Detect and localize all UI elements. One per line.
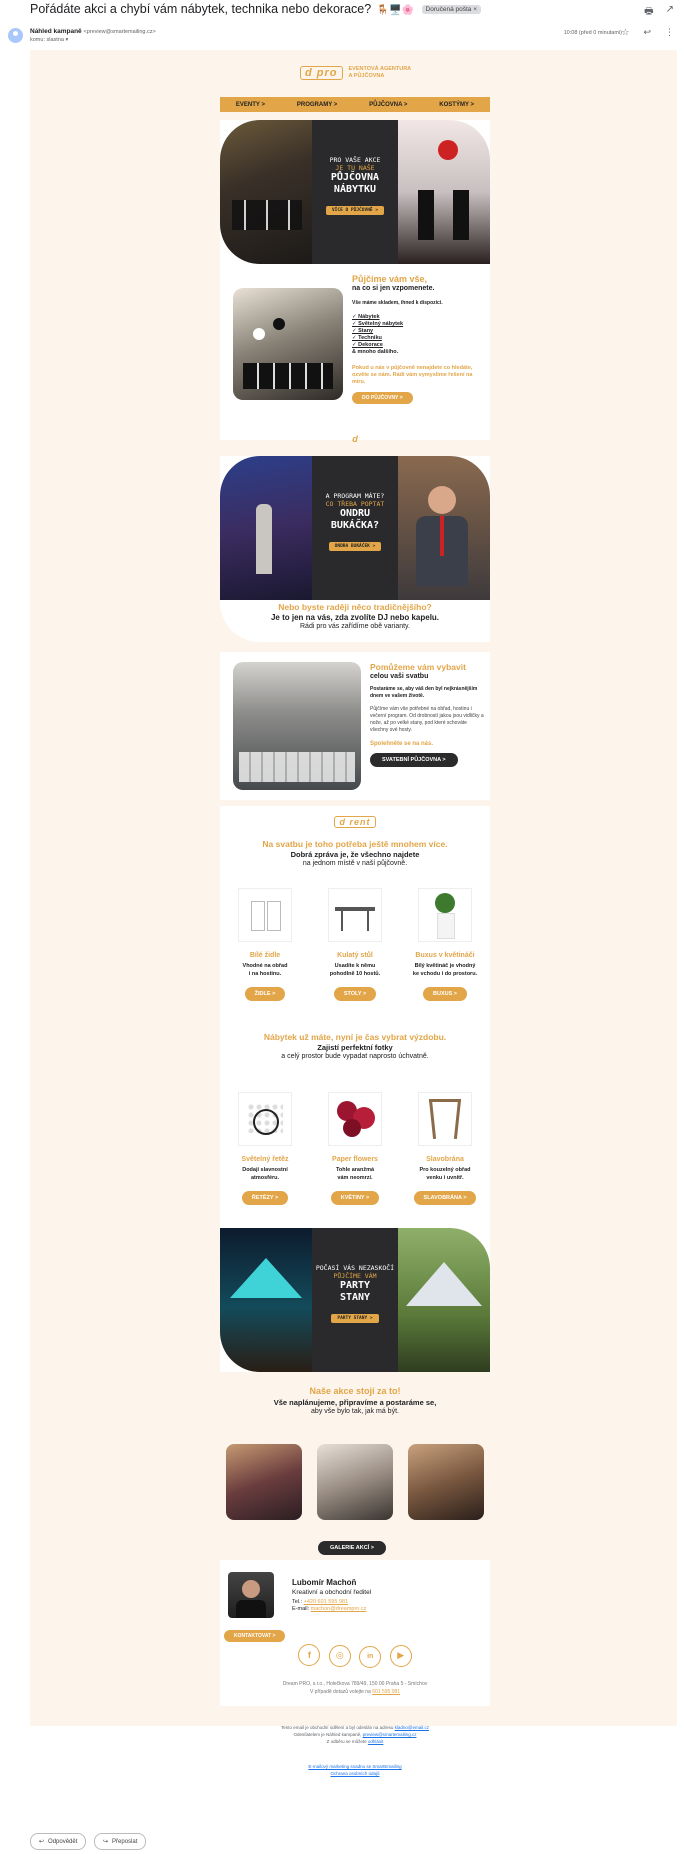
flowers-image[interactable] (328, 1092, 382, 1146)
youtube-icon[interactable]: ▶ (390, 1645, 412, 1667)
banner3-line-3: PARTY (339, 1280, 371, 1291)
banner3-line-4: STANY (339, 1292, 371, 1303)
wedding-cta: Spolehněte se na nás. (370, 741, 434, 747)
deco-lights (225, 1092, 305, 1205)
lend-subheading: na co si jen vzpomenete. (352, 285, 435, 292)
rent-heading: Na svatbu je toho potřeba ještě mnohem více. (262, 839, 448, 849)
banner-photo-right (398, 120, 490, 264)
logo-tagline-1: EVENTOVÁ AGENTURA (348, 66, 412, 72)
footer-address-link[interactable]: kladno@email.cz (394, 1725, 429, 1730)
lend-photo (233, 288, 343, 400)
product-desc: atmosféru. (250, 1175, 280, 1181)
reply-label: Odpovědět (48, 1838, 78, 1845)
wedding-bold-text: Postaráme se, aby váš den byl nejkrásnějším dnem ve vašem životě. (370, 686, 478, 699)
rent-line-3: na jednom místě v naší půjčovně. (302, 860, 408, 867)
footer-sender-link[interactable]: preview@smartemailing.cz (362, 1732, 417, 1737)
forward-arrow-icon: ↪ (103, 1839, 109, 1845)
product-desc: Usadíte k němu (334, 963, 376, 969)
deco-flowers (315, 1092, 395, 1205)
banner-text-panel (312, 120, 398, 264)
nav-programy[interactable]: PROGRAMY > (296, 101, 338, 108)
privacy-link[interactable]: Ochrana osobních údajů (330, 1771, 380, 1776)
logo-tagline-2: A PŮJČOVNA (348, 73, 385, 79)
lights-image[interactable] (238, 1092, 292, 1146)
deco-arch (405, 1092, 485, 1205)
print-icon[interactable]: 🖶 (644, 6, 654, 17)
traditional-line-2: Je to jen na vás, zda zvolíte DJ nebo kapelu. (270, 613, 440, 622)
banner3-photo-right (398, 1228, 490, 1372)
instagram-icon[interactable]: ◎ (329, 1645, 351, 1667)
wedding-subheading: celou vaši svatbu (370, 673, 429, 680)
sender-name (30, 28, 156, 35)
reply-button[interactable] (30, 1833, 86, 1850)
sender-display-name: Náhled kampaně (30, 28, 82, 35)
logo-mark: d pro (300, 66, 343, 80)
banner2-line-3: ONDRU (339, 508, 371, 519)
lend-stock-note: Vše máme skladem, ihned k dispozici. (352, 300, 443, 306)
wedding-button[interactable]: SVATEBNÍ PŮJČOVNA > (370, 753, 458, 767)
footer-line-3: Z odběru se můžete (326, 1739, 367, 1744)
banner-photo-left (220, 120, 312, 264)
lights-button[interactable]: ŘETĚZY > (242, 1191, 288, 1205)
table-image[interactable] (328, 888, 382, 942)
flowers-button[interactable]: KVĚTINY > (331, 1191, 379, 1205)
contact-photo (228, 1572, 274, 1618)
facebook-icon[interactable]: f (298, 1644, 320, 1666)
product-desc: Tohle aranžmá (335, 1167, 375, 1173)
deco-heading: Nábytek už máte, nyní je čas vybrat výzdobu. (263, 1032, 447, 1042)
lend-note: Pokud u nás v půjčovně nenajdete co hledáte, ozvěte se nám. Rádi vám vymyslíme řešení na míru. (352, 365, 473, 385)
star-icon[interactable]: ☆ (621, 27, 630, 37)
reply-arrow-icon: ↩ (39, 1839, 45, 1845)
product-table (315, 888, 395, 1001)
unsubscribe-link[interactable]: odhlásit (367, 1739, 384, 1744)
product-desc: venku i uvnitř. (426, 1175, 464, 1181)
traditional-section (220, 600, 490, 642)
deco-line-2: Zajistí perfektní fotky (317, 1043, 393, 1052)
wedding-heading: Pomůžeme vám vybavit (370, 662, 466, 672)
company-phone-label: V případě dotazů volejte na (309, 1689, 371, 1695)
subject-bar (0, 0, 684, 22)
arch-image[interactable] (418, 1092, 472, 1146)
lend-item-techniku[interactable]: ✓ Techniku (352, 335, 382, 341)
product-name: Buxus v květináči (415, 952, 475, 959)
lend-item-stany[interactable]: ✓ Stany (352, 328, 374, 334)
contact-tel-label: Tel.: (292, 1599, 303, 1605)
footer-line-2: Odesílatelem je Náhled kampaně, (293, 1732, 362, 1737)
avatar[interactable] (8, 28, 23, 43)
social-row (220, 1644, 490, 1668)
lend-section (220, 264, 490, 440)
contact-email-label: E-mail: (292, 1606, 310, 1612)
banner2-line-1: A PROGRAM MÁTE? (325, 492, 385, 500)
email-footer (200, 1724, 510, 1777)
banner2-line-4: BUKÁČKA? (330, 520, 380, 531)
contact-email-link[interactable]: machon@dreampro.cz (310, 1606, 367, 1612)
banner-line-3: PŮJČOVNA (330, 172, 380, 183)
footer-line-1: Tento email je obchodní sdělení a byl odeslán na adresu (281, 1725, 394, 1730)
subject-text: Pořádáte akci a chybí vám nábytek, technika nebo dekorace? (30, 2, 372, 16)
rent-section (220, 806, 490, 1228)
banner3-text-panel (312, 1228, 398, 1372)
smartemailing-link[interactable]: E-mailový marketing snadno se SmartEmailing (308, 1764, 402, 1769)
banner2-photo-left (220, 456, 312, 600)
email-nav (220, 97, 490, 112)
sender-row (0, 24, 684, 48)
buxus-image[interactable] (418, 888, 472, 942)
gallery-photo-2[interactable] (317, 1444, 393, 1520)
recipient-toggle[interactable]: komu: slastna ▾ (30, 37, 69, 43)
product-name: Slavobrána (426, 1156, 464, 1163)
chairs-button[interactable]: ŽIDLE > (245, 987, 286, 1001)
forward-label: Přeposlat (112, 1838, 138, 1845)
banner3-line-2: PŮJČÍME VÁM (333, 1272, 377, 1280)
forward-button[interactable] (94, 1833, 146, 1850)
product-desc: pohodlně 10 hostů. (329, 971, 381, 977)
product-name: Paper flowers (332, 1156, 378, 1163)
banner-line-1: PRO VAŠE AKCE (329, 156, 381, 164)
wedding-section (220, 652, 490, 800)
banner-line-4: NÁBYTKU (333, 184, 377, 195)
banner2-line-2: CO TŘEBA POPTAT (325, 500, 385, 508)
lend-item-dekorace[interactable]: ✓ Dekorace (352, 342, 383, 348)
banner-line-2: JE TU NAŠE (335, 164, 375, 172)
product-desc: vám neomrzí. (337, 1175, 373, 1181)
banner2-button[interactable]: ONDRA BUKÁČEK > (329, 542, 382, 551)
banner-furniture[interactable] (220, 120, 490, 264)
lend-item-more: & mnoho dalšího. (352, 349, 399, 355)
product-desc: i na hostinu. (248, 971, 282, 977)
contact-name: Lubomír Machoň (292, 1578, 357, 1587)
gallery-button[interactable]: GALERIE AKCÍ > (318, 1541, 386, 1555)
banner3-button[interactable]: PARTY STANY > (331, 1314, 378, 1323)
events-section (220, 1386, 490, 1415)
deco-line-3: a celý prostor bude vypadat naprosto úchvatně. (281, 1053, 429, 1060)
product-buxus (405, 888, 485, 1001)
rent-logo[interactable]: d rent (334, 816, 375, 828)
product-desc: Vhodné na obřad (242, 963, 288, 969)
product-desc: Pro kouzelný obřad (419, 1167, 471, 1173)
nav-kostymy[interactable]: KOSTÝMY > (439, 101, 475, 108)
traditional-line-3: Rádi pro vás zařídíme obě varianty. (300, 623, 410, 630)
gallery-photo-3[interactable] (408, 1444, 484, 1520)
banner3-line-1: POČASÍ VÁS NEZASKOČÍ (315, 1264, 395, 1272)
rent-line-2: Dobrá zpráva je, že všechno najdete (290, 850, 420, 859)
dpro-logo[interactable] (300, 66, 411, 80)
product-desc: Dodají slavnostní (242, 1167, 288, 1173)
lend-heading: Půjčíme vám vše, (352, 274, 428, 284)
events-heading: Naše akce stojí za to! (309, 1386, 401, 1396)
banner3-photo-left (220, 1228, 312, 1372)
lend-item-list (352, 314, 486, 356)
events-line-3: aby vše bylo tak, jak má být. (311, 1408, 399, 1415)
chairs-image[interactable] (238, 888, 292, 942)
lend-button[interactable]: DO PŮJČOVNY > (352, 392, 413, 404)
product-name: Světelný řetěz (241, 1156, 289, 1163)
product-name: Bílé židle (249, 952, 281, 959)
banner-button[interactable]: VÍCE O PŮJČOVNĚ > (326, 206, 384, 215)
contact-phone-link[interactable]: +420 601 595 981 (303, 1599, 349, 1605)
product-desc: ke vchodu i do prostoru. (412, 971, 478, 977)
product-chairs (225, 888, 305, 1001)
product-name: Kulatý stůl (337, 952, 373, 959)
banner-tents[interactable] (220, 1228, 490, 1372)
open-new-window-icon[interactable]: ↗ (665, 4, 674, 15)
events-line-2: Vše naplánujeme, připravíme a postaráme se, (273, 1398, 437, 1407)
product-desc: Bílý květináč je vhodný (414, 963, 476, 969)
email-subject (30, 2, 481, 16)
buxus-button[interactable]: BUXUS > (423, 987, 467, 1001)
contact-button[interactable]: KONTAKTOVAT > (224, 1630, 285, 1642)
lend-item-nabytek[interactable]: ✓ Nábytek (352, 314, 380, 320)
arch-button[interactable]: SLAVOBRÁNA > (414, 1191, 477, 1205)
linkedin-icon[interactable]: in (359, 1646, 381, 1668)
traditional-heading: Nebo byste raději něco tradičnějšího? (278, 602, 432, 612)
contact-section (220, 1560, 490, 1706)
company-address: Dream PRO, s.r.o., Holečkova 789/49, 150 00 Praha 5 - Smíchov (282, 1681, 428, 1687)
deco-row (220, 1092, 490, 1205)
nav-pujcovna[interactable]: PŮJČOVNA > (369, 101, 408, 108)
nav-eventy[interactable]: EVENTY > (235, 101, 265, 108)
tables-button[interactable]: STOLY > (334, 987, 376, 1001)
subject-emoji: 🪑🖥️🌸 (376, 5, 415, 16)
banner-program[interactable] (220, 456, 490, 600)
wedding-photo (233, 662, 361, 790)
gallery-photo-1[interactable] (226, 1444, 302, 1520)
banner2-photo-right (398, 456, 490, 600)
lend-item-svetelny[interactable]: ✓ Světelný nábytek (352, 321, 404, 327)
more-icon[interactable]: ⋮ (665, 27, 674, 37)
contact-role: Kreativní a obchodní ředitel (292, 1589, 372, 1596)
banner2-text-panel (312, 456, 398, 600)
reply-icon[interactable]: ↩ (643, 27, 651, 37)
wedding-text: Půjčíme vám vše potřebné na obřad, hostinu i večerní program. Od drobností jakou jsou vidličky a nože, až po velké stany, pod které schováte všechny své hosty. (370, 706, 484, 733)
product-row (220, 888, 490, 1001)
divider-logo-icon: d (352, 434, 358, 444)
message-date: 10:08 (před 0 minutami) (563, 30, 622, 36)
company-phone-link[interactable]: 601 595 981 (372, 1689, 401, 1695)
inbox-label-chip[interactable]: Doručená pošta × (422, 5, 482, 14)
sender-email: <preview@smartemailing.cz> (83, 29, 156, 35)
